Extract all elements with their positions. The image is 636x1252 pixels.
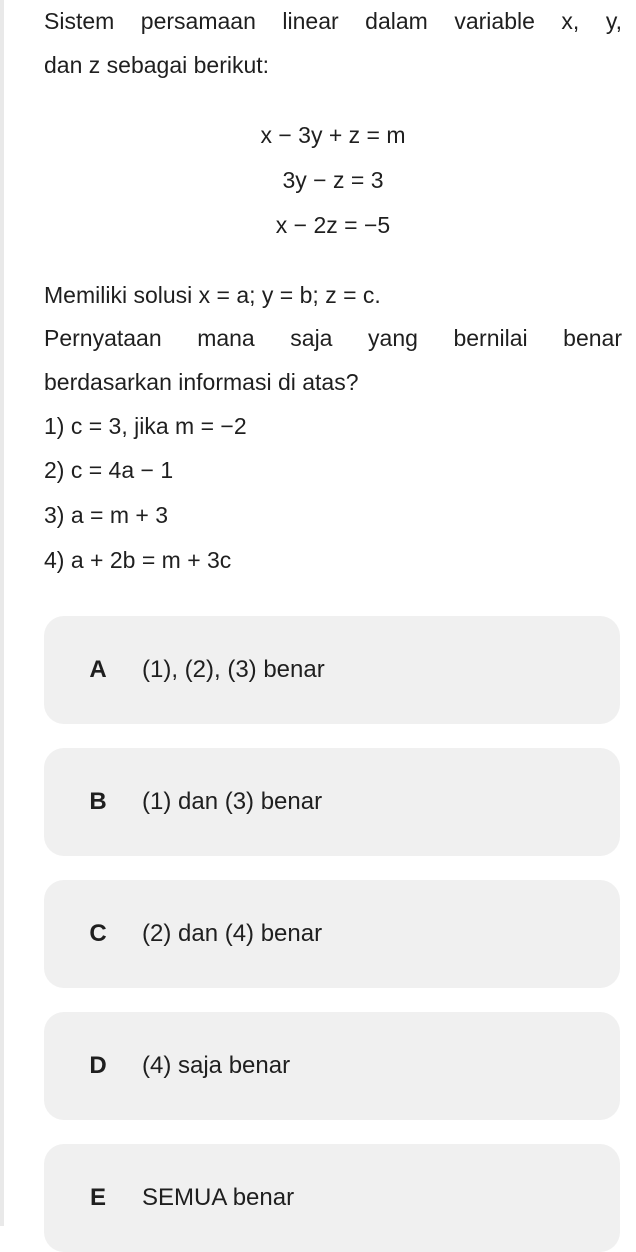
- option-letter: A: [89, 656, 107, 683]
- option-text: (1) dan (3) benar: [142, 788, 323, 815]
- option-letter: E: [89, 1184, 106, 1211]
- option-letter: C: [89, 920, 107, 947]
- statement-4: 4) a + 2b = m + 3c: [44, 547, 232, 573]
- solution-line: Memiliki solusi x = a; y = b; z = c.: [44, 282, 381, 308]
- option-a-button[interactable]: [44, 616, 620, 724]
- left-border: [0, 0, 4, 1226]
- option-letter: D: [89, 1052, 107, 1079]
- option-c-button[interactable]: [44, 880, 620, 988]
- statement-3: 3) a = m + 3: [44, 502, 169, 528]
- option-letter: B: [89, 788, 107, 815]
- option-text: (4) saja benar: [142, 1052, 291, 1079]
- prompt-line-1: Pernyataan mana saja yang bernilai benar: [44, 325, 622, 351]
- statement-1: 1) c = 3, jika m = −2: [44, 413, 247, 439]
- option-text: (2) dan (4) benar: [142, 920, 323, 947]
- option-b-button[interactable]: [44, 748, 620, 856]
- intro-line-2: dan z sebagai berikut:: [44, 52, 270, 78]
- prompt-line-2: berdasarkan informasi di atas?: [44, 369, 359, 395]
- equation-3: x − 2z = −5: [275, 212, 391, 238]
- option-d-button[interactable]: [44, 1012, 620, 1120]
- option-e-button[interactable]: [44, 1144, 620, 1252]
- intro-line-1: Sistem persamaan linear dalam variable x, y,: [44, 8, 622, 34]
- equation-2: 3y − z = 3: [282, 167, 384, 193]
- equation-1: x − 3y + z = m: [260, 122, 406, 148]
- option-text: SEMUA benar: [142, 1184, 295, 1211]
- option-text: (1), (2), (3) benar: [142, 656, 325, 683]
- statement-2: 2) c = 4a − 1: [44, 457, 174, 483]
